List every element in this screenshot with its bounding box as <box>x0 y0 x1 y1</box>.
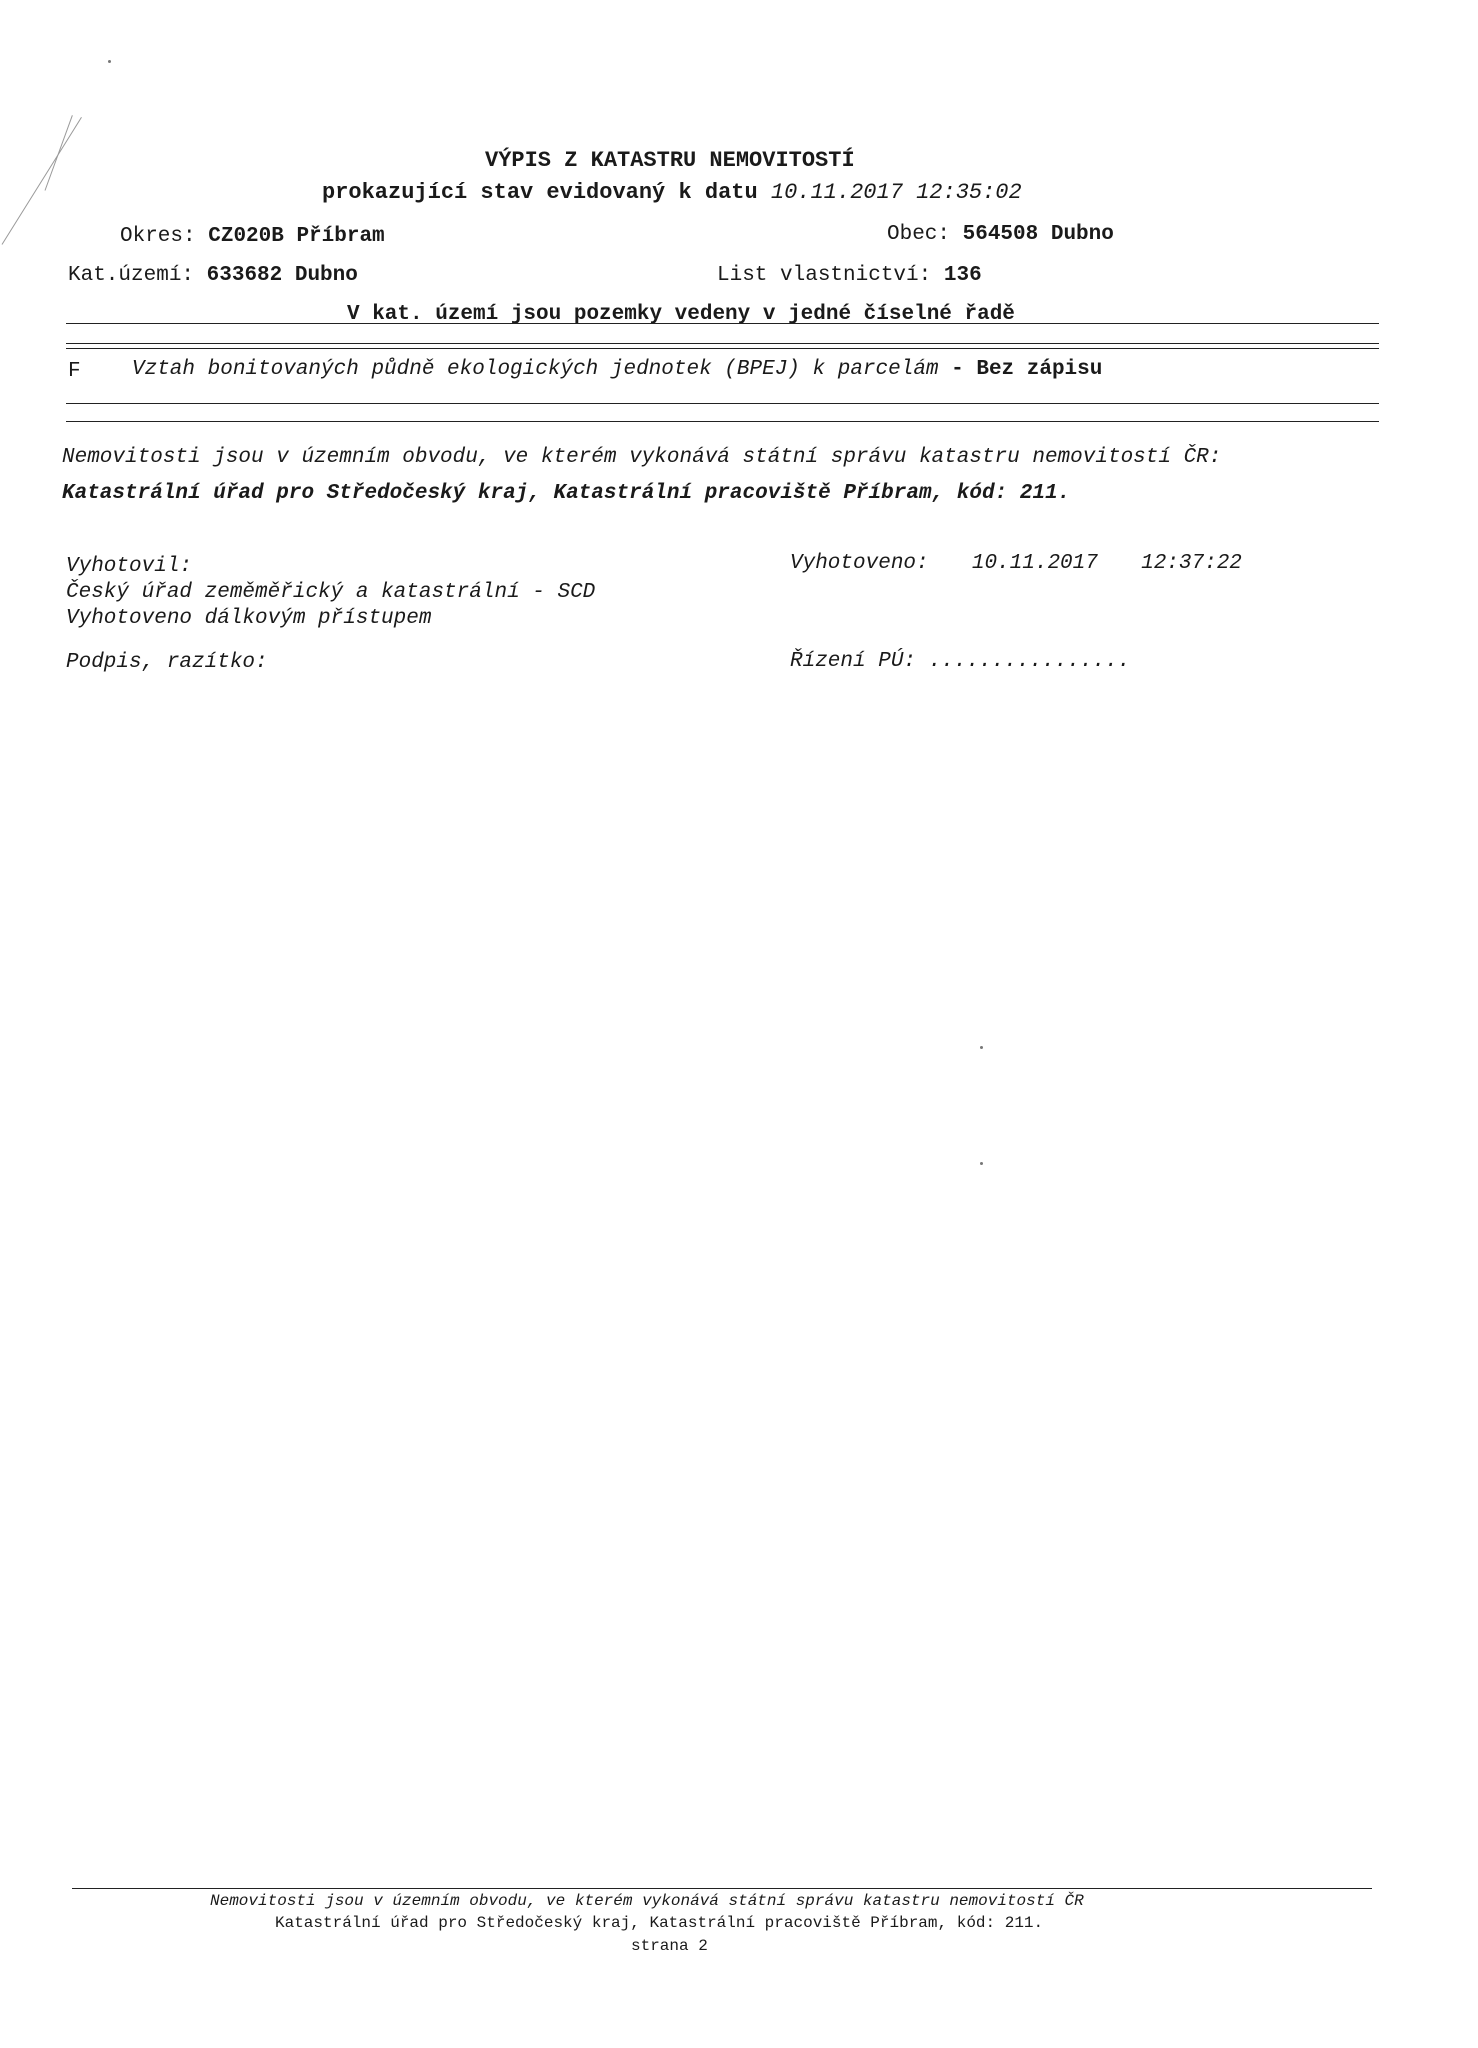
divider <box>66 348 1379 349</box>
office-code: kód: 211. <box>956 482 1071 505</box>
lv-value: 136 <box>943 264 982 287</box>
section-f-row <box>132 358 1102 381</box>
section-f-text: Vztah bonitovaných půdně ekologických jednotek (BPEJ) k parcelám <box>132 358 939 381</box>
divider <box>66 403 1379 404</box>
scan-artifact-stroke <box>45 115 73 191</box>
vyhotoveno-row <box>790 552 1242 575</box>
katuzemi-label: Kat.území: <box>68 264 195 287</box>
lv-row <box>717 264 982 287</box>
footer-line-1: Nemovitosti jsou v územním obvodu, ve kterém vykonává státní správu katastru nemovitostí ČR <box>210 1892 1084 1910</box>
vyhotoveno-date: 10.11.2017 <box>971 552 1098 575</box>
vyhotoveno-label: Vyhotoveno: <box>790 552 929 575</box>
scan-artifact-dot <box>980 1046 983 1049</box>
document-subtitle <box>322 180 1022 205</box>
footer-page: strana 2 <box>631 1937 708 1955</box>
podpis-label: Podpis, razítko: <box>66 651 268 674</box>
obec-value: 564508 Dubno <box>962 223 1114 246</box>
okres-row <box>120 225 385 248</box>
divider <box>66 343 1379 344</box>
katuzemi-value: 633682 Dubno <box>206 264 358 287</box>
subtitle-prefix: prokazující stav evidovaný k datu <box>322 180 758 205</box>
rizeni-value: ................ <box>928 650 1131 673</box>
rada-note: V kat. území jsou pozemky vedeny v jedné číselné řadě <box>347 303 1015 326</box>
obec-row <box>887 223 1114 246</box>
office-line-1: Nemovitosti jsou v územním obvodu, ve kterém vykonává státní správu katastru nemovitostí ČR: <box>62 446 1222 469</box>
footer-divider <box>72 1888 1372 1889</box>
vyhotovil-org: Český úřad zeměměřický a katastrální - SCD <box>66 581 596 604</box>
vyhotovil-label: Vyhotovil: <box>66 555 193 578</box>
section-f-letter: F <box>68 360 81 383</box>
okres-value: CZ020B Příbram <box>208 225 385 248</box>
footer-line-2: Katastrální úřad pro Středočeský kraj, Katastrální pracoviště Příbram, kód: 211. <box>275 1914 1044 1932</box>
vyhotoveno-time: 12:37:22 <box>1141 552 1242 575</box>
okres-label: Okres: <box>120 225 196 248</box>
obec-label: Obec: <box>887 223 951 246</box>
scan-artifact-dot <box>108 60 111 63</box>
section-f-status: - Bez zápisu <box>951 358 1103 381</box>
lv-label: List vlastnictví: <box>717 264 932 287</box>
scan-artifact-stroke <box>2 117 82 245</box>
katuzemi-row <box>68 264 358 287</box>
office-line-2 <box>62 482 1070 505</box>
subtitle-datetime: 10.11.2017 12:35:02 <box>770 180 1022 205</box>
divider <box>66 421 1379 422</box>
divider <box>66 323 1379 324</box>
scan-artifact-dot <box>980 1162 983 1165</box>
rizeni-row <box>790 650 1130 673</box>
document-title: VÝPIS Z KATASTRU NEMOVITOSTÍ <box>485 148 855 173</box>
vyhotovil-mode: Vyhotoveno dálkovým přístupem <box>66 607 432 630</box>
rizeni-label: Řízení PÚ: <box>790 650 917 673</box>
office-name: Katastrální úřad pro Středočeský kraj, Katastrální pracoviště Příbram, <box>62 482 945 505</box>
